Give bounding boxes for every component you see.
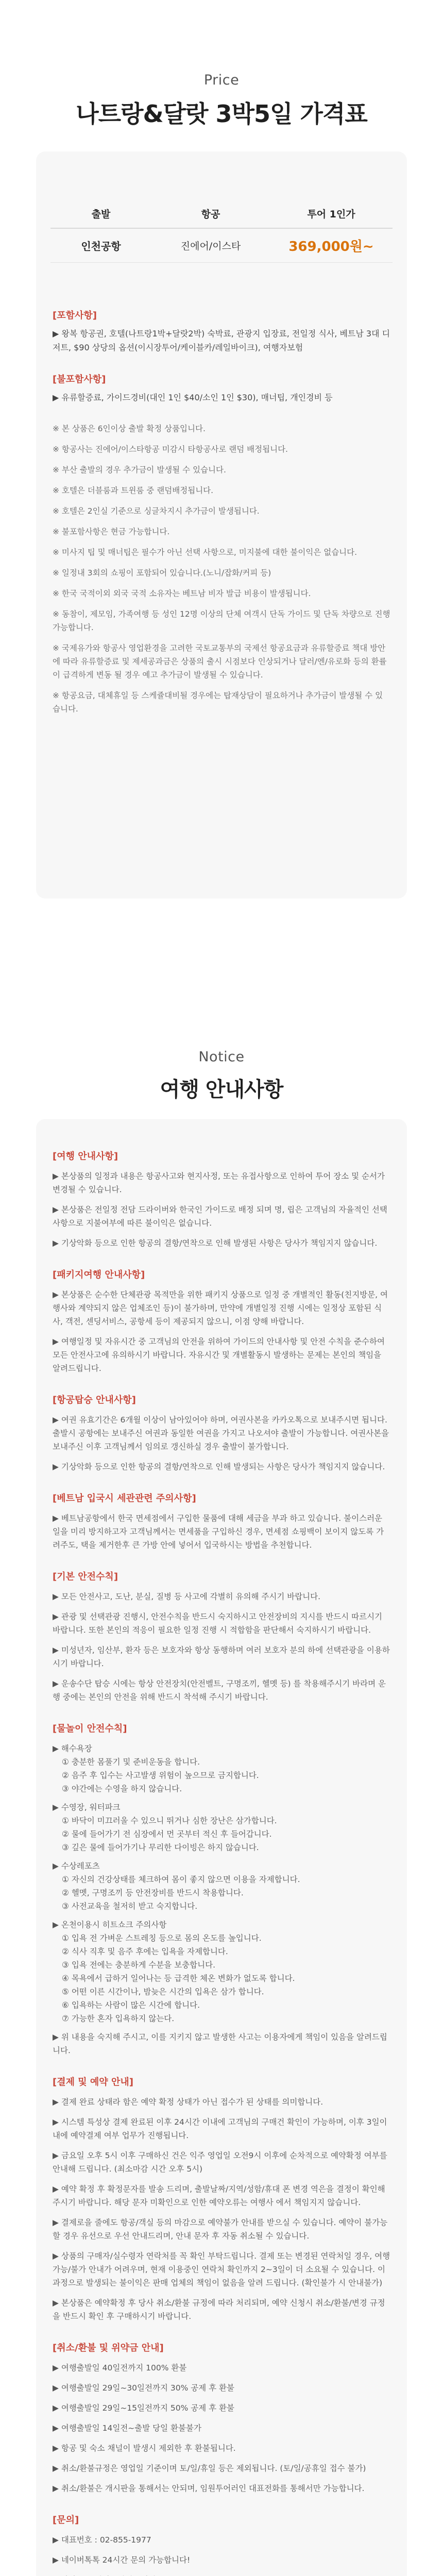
price-notes: [53, 422, 390, 716]
list-item: ④ 목욕에서 급하거 일어나는 등 급격한 체온 변화가 없도록 합니다.: [62, 1974, 295, 1983]
list-item: ② 음주 후 입수는 사고발생 위험이 높으므로 금지합니다.: [62, 1771, 259, 1780]
section-title: [기본 안전수칙]: [53, 1571, 118, 1582]
list-item: ③ 입욕 전에는 충분하게 수분을 보충합니다.: [62, 1960, 215, 1970]
list-item: ▶ 결제 완료 상태라 함은 예약 확정 상태가 아닌 접수가 된 상태를 의미합니다.: [53, 2097, 323, 2107]
list-item: ▶ 여권 유효기간은 6개월 이상이 남아있어야 하며, 여권사본을 카카오톡으로 보내주시면 됩니다. 출발시 공항에는 보내주신 여권과 동일한 여권을 가지고 나오셔야 출발이 가능합니다. 여권사본을 보내주신 이후 고객님께서 임의로 갱신하실 경우 출발이 불가합니다.: [53, 1415, 389, 1451]
price-eyebrow: Price: [203, 72, 240, 88]
cell-price: 369,000원~: [288, 239, 374, 255]
list-item: ▶ 예약 확정 후 확정문자를 발송 드리며, 출발날짜/지역/성함/휴대 폰 변경 역은을 결정이 확인해 주시기 바랍니다. 해당 문자 미확인으로 인한 예약오류는 여행사 에서 책임지지 않습니다.: [53, 2184, 385, 2207]
list-item: ⑥ 입욕하는 사람이 많은 시간에 합니다.: [62, 2001, 200, 2010]
list-item: ▶ 베트남공항에서 한국 면세점에서 구입한 물품에 대해 세금을 부과 하고 있습니다. 불이스러운 일을 미리 방지하고자 고객님께서는 면세품을 구입하신 경우, 면세점 쇼핑백이 보이지 않도록 가려주도, 택을 제거한후 큰 가방 안에 넣어서 입국하시는 방법을 추천합니다.: [53, 1514, 384, 1550]
price-header: [0, 0, 443, 129]
list-item: ▶ 금요일 오후 5시 이후 구매하신 건은 익주 영업일 오전9시 이후에 순차적으로 예약확정 여부를 안내해 드립니다. (최소마감 시간 오후 5시): [53, 2151, 387, 2174]
list-item: ▶ 수상레포츠: [53, 1861, 100, 1871]
list-item: ⑤ 어떤 이른 시간이나, 밤늦은 시간의 입욕은 삼가 합니다.: [62, 1987, 264, 1996]
list-item: ▶ 운송수단 탑승 시에는 항상 안전장치(안전벨트, 구명조끼, 헬멧 등) 를 착용해주시기 바라며 운행 중에는 본인의 안전을 위해 반드시 착석해 주시기 바랍니다.: [53, 1679, 386, 1702]
section-title: [물놀이 안전수칙]: [53, 1723, 127, 1734]
kakao-channel-info: [53, 2573, 390, 2576]
list-item: ▶ 관광 및 선택관광 진행시, 안전수칙을 반드시 숙지하시고 안전장비의 지시를 반드시 따르시기 바랍니다. 또한 본인의 적응이 필요한 일정 진행 시 적합함을 판단해서 숙지하시기 바랍니다.: [53, 1612, 383, 1635]
list-item: ※ 일정내 3회의 쇼핑이 포함되어 있습니다.(노니/잡화/커피 등): [53, 568, 271, 578]
price-table-header: [50, 199, 393, 229]
list-item: ▶ 여행출발일 29일~30일전까지 30% 공제 후 환불: [53, 2383, 234, 2393]
list-item: ▶ 본상품의 일정과 내용은 항공사고와 현지사정, 또는 유접사항으로 인하여 투어 장소 및 순서가 변경될 수 있습니다.: [53, 1172, 385, 1194]
list-item: ※ 동참이, 제모임, 가족여행 등 성인 12명 이상의 단체 여객시 단독 가이드 및 단독 차량으로 진행 가능합니다.: [53, 609, 390, 632]
section-title: [항공탑승 안내사항]: [53, 1395, 136, 1405]
list-item: ▶ 결제로을 줄에도 항공/객실 등의 마감으로 예약불가 안내를 받으실 수 있습니다. 예약이 불가능할 경우 유선으로 우선 안내드리며, 안내 문자 후 자동 취소될 수 있습니다.: [53, 2218, 388, 2241]
notice-section-payment: [53, 2075, 390, 2323]
list-item: ▶ 위 내용을 숙지해 주시고, 이를 지키지 않고 발생한 사고는 이용자에게 책임이 있음을 알려드립니다.: [53, 2032, 387, 2055]
notice-section-travel: [53, 1149, 390, 1250]
list-item: ※ 호텔은 더블룸과 트윈룸 중 랜덤배정됩니다.: [53, 486, 214, 495]
list-item: ▶ 여행출발일 29일~15일전까지 50% 공제 후 환불: [53, 2403, 234, 2413]
list-item: ▶ 여행출발일 14일전~출발 당일 환불불가: [53, 2424, 201, 2433]
excludes-text: ▶ 유류할증료, 가이드경비(대인 1인 $40/소인 1인 $30), 매너팁, 개인경비 등: [53, 393, 333, 402]
list-item: ▶ 항공 및 숙소 채널이 발생시 제외한 후 환불됩니다.: [53, 2444, 236, 2453]
price-table: [50, 199, 393, 263]
section-title: [결제 및 예약 안내]: [53, 2077, 133, 2088]
notice-section-contact: [53, 2513, 390, 2576]
list-item: ※ 본 상품은 6인이상 출발 확정 상품입니다.: [53, 424, 206, 433]
list-item: ▶ 수영장, 워터파크: [53, 1803, 121, 1812]
excludes-title: [불포함사항]: [53, 374, 106, 385]
section-title: [여행 안내사항]: [53, 1151, 118, 1162]
notice-header: [0, 1049, 443, 1103]
notice-section-package: [53, 1267, 390, 1375]
list-item: ※ 호텔은 2인실 기준으로 싱글차지시 추가금이 발생됩니다.: [53, 506, 260, 516]
list-item: ▶ 본상품은 전일정 전담 드라이버와 한국인 가이드로 배정 되며 명, 립은 고객님의 자율적인 선택사항으로 지불여부에 따른 불이익은 없습니다.: [53, 1205, 387, 1228]
list-item: ② 물에 들어가기 전 심장에서 먼 곳부터 적신 후 들어갑니다.: [62, 1829, 272, 1839]
notice-body: [53, 1149, 390, 2576]
list-item: ② 식사 직후 및 음주 후에는 입욕을 자제합니다.: [62, 1947, 228, 1956]
notice-section-customs: [53, 1491, 390, 1552]
section-title: [패키지여행 안내사항]: [53, 1269, 145, 1280]
section-title: [베트남 입국시 세관관련 주의사항]: [53, 1493, 196, 1504]
list-item: ③ 야간에는 수영을 하지 않습니다.: [62, 1784, 182, 1793]
notice-section-refund: [53, 2341, 390, 2495]
list-item: ▶ 여행출발일 40일전까지 100% 환불: [53, 2363, 187, 2372]
list-item: ▶ 취소/환불은 개시판을 통해서는 안되며, 임원투어러인 대표전화를 통해서만 가능합니다.: [53, 2484, 365, 2493]
list-item: ② 헬멧, 구명조끼 등 안전장비를 반드시 착용합니다.: [62, 1888, 244, 1897]
list-item: ▶ 해수욕장: [53, 1744, 92, 1753]
section-title: [취소/환불 및 위약금 안내]: [53, 2343, 164, 2353]
list-item: ▶ 시스템 특성상 결제 완료된 이후 24시간 이내에 고객님의 구매건 확인이 가능하며, 이후 3일이내에 예약결제 여부 업무가 진행됩니다.: [53, 2117, 387, 2140]
notice-section-safety: [53, 1569, 390, 1704]
list-item: ③ 사전교육을 철저히 받고 숙지합니다.: [62, 1902, 198, 1911]
list-item: ③ 깊은 물에 들어가기나 무리한 다이빙은 하지 않습니다.: [62, 1843, 259, 1852]
list-item: ① 자신의 건강상태를 체크하여 몸이 좋지 않으면 이용을 자제합니다.: [62, 1875, 300, 1884]
list-item: ▶ 모든 안전사고, 도난, 분실, 질병 등 사고에 각별히 유의해 주시기 바랍니다.: [53, 1592, 321, 1601]
list-item: ▶ 본상품은 예약확정 후 당사 취소/환불 규정에 따라 처리되며, 예약 신청시 취소/환불/변경 규정을 반드시 확인 후 구매하시기 바랍니다.: [53, 2298, 385, 2321]
list-item: ① 충분한 몸풀기 및 준비운동을 합니다.: [62, 1757, 200, 1767]
price-card: [36, 151, 407, 899]
includes-text: ▶ 왕복 항공권, 호텔(나트랑1박+달랏2박) 숙박료, 관광지 입장료, 전일정 식사, 베트남 3대 디저트, $90 상당의 옵션(이시장투어/케이블카/레일바이크), 여행자보험: [53, 329, 390, 352]
excludes-block: [53, 372, 390, 404]
price-details: [53, 308, 390, 723]
list-item: ① 바닥이 미끄러울 수 있으니 뛰거나 심한 장난은 삼가합니다.: [62, 1816, 277, 1825]
notice-card: [36, 1119, 407, 2576]
cell-departure: 인천공항: [81, 240, 121, 252]
list-item: ※ 항공요금, 대체휴일 등 스케쥴대비될 경우에는 탑재상담이 필요하거나 추가금이 발생될 수 있습니다.: [53, 691, 383, 714]
list-item: ▶ 여행일정 및 자유시간 중 고객님의 안전을 위하여 가이드의 안내사항 및 안전 수칙을 준수하여 모든 안전사고에 유의하시기 바랍니다. 자유시간 및 개별활동시 발생하는 문제는 본인의 책임을 알려드립니다.: [53, 1337, 385, 1373]
list-item: ※ 항공사는 진에어/이스타항공 미감시 타항공사로 랜덤 배정됩니다.: [53, 445, 288, 454]
list-item: ▶ 기상악화 등으로 인한 항공의 결항/연착으로 인해 발생된 사항은 당사가 책임지지 않습니다.: [53, 1239, 378, 1248]
cell-airline: 진에어/이스타: [180, 241, 241, 252]
includes-title: [포함사항]: [53, 310, 97, 321]
includes-block: [53, 308, 390, 354]
list-item: ※ 부산 출발의 경우 추가금이 발생될 수 있습니다.: [53, 465, 226, 474]
list-item: ※ 국제유가와 항공사 영업환경을 고려한 국토교통부의 국제선 항공요금과 유류할증료 책대 방안에 따라 유류할증료 및 제세공과금은 상품의 출시 시점보다 인상되거나 달러/엔/유로화 등의 환률이 급격하게 변동 될 경우 예고 추가금이 발생될 수 있습니다.: [53, 643, 387, 680]
list-item: ① 입욕 전 가벼운 스트레칭 등으로 몸의 온도를 높입니다.: [62, 1934, 262, 1943]
list-item: ▶ 상품의 구매자/실수령자 연락처를 꼭 확인 부탁드립니다. 결제 또는 변경된 연락처일 경우, 여행가능/불가 안내가 어려우며, 현재 이용중인 연락처 확인까지 2~3일이 더 소요될 수 있습니다. 이 과정으로 발생되는 불이익은 판매 업체의 책임이 없음을 알려 드립니다. (확인불가 시 안내불가): [53, 2251, 390, 2287]
notice-title: 여행 안내사항: [160, 1078, 283, 1101]
list-item: ▶ 온천이용시 히트쇼크 주의사항: [53, 1920, 167, 1929]
list-item: ※ 미사지 팁 및 매너팁은 필수가 아닌 선택 사항으로, 미지불에 대한 불이익은 없습니다.: [53, 548, 357, 557]
header-departure: 출발: [91, 208, 111, 220]
notice-section-boarding: [53, 1393, 390, 1473]
notice-eyebrow: Notice: [198, 1049, 245, 1065]
header-price: 투어 1인가: [307, 208, 355, 220]
list-item: ▶ 본상품은 순수한 단체관광 목적만을 위한 패키지 상품으로 일정 중 개별적인 활동(친지방문, 여행사와 계약되지 않은 업체조인 등)이 불가하며, 만약에 개별일정 진행 시에는 일정상 포함된 식사, 객전, 센딩서비스, 공항세 등이 제공되지 않으니, 이점 양해 바랍니다.: [53, 1290, 388, 1326]
list-item: ※ 불포함사항은 현금 가능합니다.: [53, 527, 170, 536]
list-item: ⑦ 가능한 혼자 입욕하지 않는다.: [62, 2014, 175, 2023]
list-item: ▶ 미성년자, 임산부, 환자 등은 보호자와 항상 동행하며 여러 보호자 분의 하에 선택관광을 이용하시기 바랍니다.: [53, 1646, 390, 1668]
table-row: [50, 229, 393, 263]
naver-talk-info: ▶ 네이버톡톡 24시간 문의 가능합니다!: [53, 2555, 191, 2565]
phone-number[interactable]: ▶ 대표번호 : 02-855-1977: [53, 2535, 151, 2545]
price-title: 나트랑&달랏 3박5일 가격표: [76, 100, 367, 128]
section-title: [문의]: [53, 2515, 79, 2526]
notice-section-water: [53, 1721, 390, 2057]
list-item: ▶ 기상악화 등으로 인한 항공의 결항/연착으로 인해 발생되는 사항은 당사가 책임지지 않습니다.: [53, 1462, 385, 1471]
list-item: ※ 한국 국적이외 외국 국적 소유자는 베트남 비자 발급 비용이 발생됩니다.: [53, 589, 311, 598]
list-item: ▶ 취소/환불규정은 영업일 기준이며 토/일/휴일 등은 제외됩니다. (토/일/공휴일 접수 불가): [53, 2464, 366, 2473]
header-airline: 항공: [201, 208, 220, 220]
